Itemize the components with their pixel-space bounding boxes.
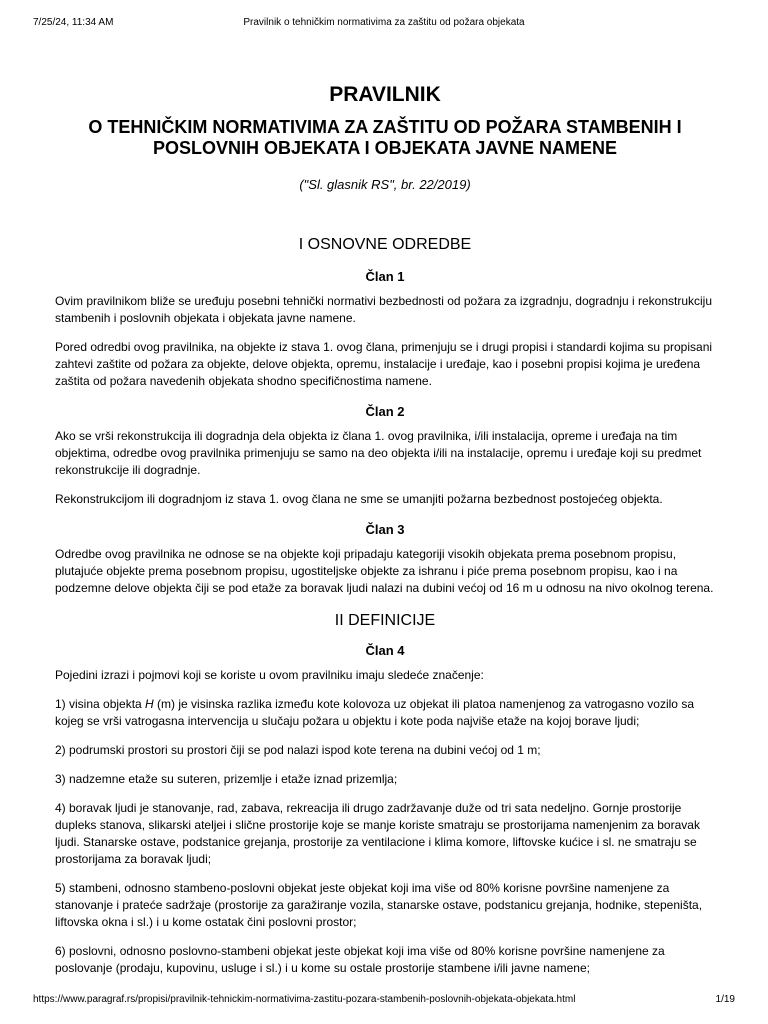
article-1-paragraph-2: Pored odredbi ovog pravilnika, na objekte iz stava 1. ovog člana, primenjuju se i drugi propisi i standardi kojima su propisani zahtevi zaštite od požara za objekte, delove objekta, opremu, instalacije i uređaje, kao i posebni propisi kojima je uređena zaštita od požara navedenih objekata shodno specifičnostima namene. <box>55 340 713 388</box>
definition-item-5: 5) stambeni, odnosno stambeno-poslovni objekat jeste objekat koji ima više od 80% korisne površine namenjene za stanovanje i prateće sadržaje (prostorije za garažiranje vozila, stanarske ostave, podstanicu grejanja, hodnike, stepeništa, liftovska okna i sl.) i u kome ostatak čini poslovni prostor; <box>55 881 703 929</box>
article-2-paragraph-1: Ako se vrši rekonstrukcija ili dogradnja dela objekta iz člana 1. ovog pravilnika, i/ili instalacija, opreme i uređaja na tim objektima, odredbe ovog pravilnika primenjuju se samo na deo objekta i/ili na instalacije, opremu i uređaje koji su predmet rekonstrukcije ili dogradnje. <box>55 429 702 477</box>
print-page-number: 1/19 <box>715 994 735 1005</box>
article-heading-3: Član 3 <box>365 522 405 537</box>
print-datetime: 7/25/24, 11:34 AM <box>33 17 114 28</box>
section-heading-basic-provisions: I OSNOVNE ODREDBE <box>298 236 472 253</box>
definition-item-6: 6) poslovni, odnosno poslovno-stambeni objekat jeste objekat koji ima više od 80% korisne površine namenjene za poslovanje (prodaju, kupovinu, usluge i sl.) i u kome su ostale prostorije stambene i/ili javne namene; <box>55 944 665 975</box>
article-3-paragraph-1: Odredbe ovog pravilnika ne odnose se na objekte koji pripadaju kategoriji visokih objekata prema posebnom propisu, plutajuće objekte prema posebnom propisu, ugostiteljske objekte za ishranu i piće prema posebnom propisu, kao i na podzemne delove objekta čiji se pod etaže za boravak ljudi nalazi na dubini većoj od 16 m u odnosu na nivo okolnog terena. <box>55 547 714 595</box>
height-variable: H <box>145 697 154 711</box>
definition-item-4: 4) boravak ljudi je stanovanje, rad, zabava, rekreacija ili drugo zadržavanje duže od tri sata nedeljno. Gornje prostorije dupleks stanova, slikarski ateljei i slične prostorije koje se manje koriste smatraju se prostorijama namenjenim za boravak ljudi. Stanarske ostave, podstanice grejanja, prostorije za ventilacione i klima komore, liftovske kućice i sl. ne smatraju se prostorijama za boravak ljudi; <box>55 801 700 866</box>
article-1-paragraph-1: Ovim pravilnikom bliže se uređuju posebni tehnički normativi bezbednosti od požara za izgradnju, dogradnju i rekonstrukciju stambenih i poslovnih objekata i objekata javne namene. <box>55 294 713 325</box>
section-heading-definitions: II DEFINICIJE <box>334 612 436 629</box>
definition-item-3: 3) nadzemne etaže su suteren, prizemlje i etaže iznad prizemlja; <box>55 772 398 786</box>
print-source-url: https://www.paragraf.rs/propisi/pravilnik-tehnickim-normativima-zastitu-pozara-stambenih-poslovnih-objekata-objekata.html <box>33 994 576 1005</box>
document-subtitle: O TEHNIČKIM NORMATIVIMA ZA ZAŠTITU OD POŽARA STAMBENIH I POSLOVNIH OBJEKATA I OBJEKATA JAVNE NAMENE <box>88 117 682 158</box>
gazette-reference: ("Sl. glasnik RS", br. 22/2019) <box>299 177 471 192</box>
definition-item-1: 1) visina objekta H (m) je visinska razlika između kote kolovoza uz objekat ili platoa namenjenog za vatrogasno vozilo sa kojeg se vrši vatrogasna intervencija u slučaju požara u objektu i kote poda najviše etaže na kojoj borave ljudi; <box>55 697 694 728</box>
print-page-title: Pravilnik o tehničkim normativima za zaštitu od požara objekata <box>243 17 525 28</box>
article-2-paragraph-2: Rekonstrukcijom ili dogradnjom iz stava 1. ovog člana ne sme se umanjiti požarna bezbednost postojećeg objekta. <box>55 492 663 506</box>
article-4-intro: Pojedini izrazi i pojmovi koji se koriste u ovom pravilniku imaju sledeće značenje: <box>55 668 484 682</box>
article-heading-1: Član 1 <box>365 269 405 284</box>
definition-item-2: 2) podrumski prostori su prostori čiji se pod nalazi ispod kote terena na dubini većoj od 1 m; <box>55 743 541 757</box>
article-heading-4: Član 4 <box>365 643 405 658</box>
print-footer <box>33 993 735 1007</box>
article-heading-2: Član 2 <box>365 404 405 419</box>
document-body <box>55 82 715 977</box>
document-title: PRAVILNIK <box>329 83 441 106</box>
print-header <box>33 16 735 30</box>
